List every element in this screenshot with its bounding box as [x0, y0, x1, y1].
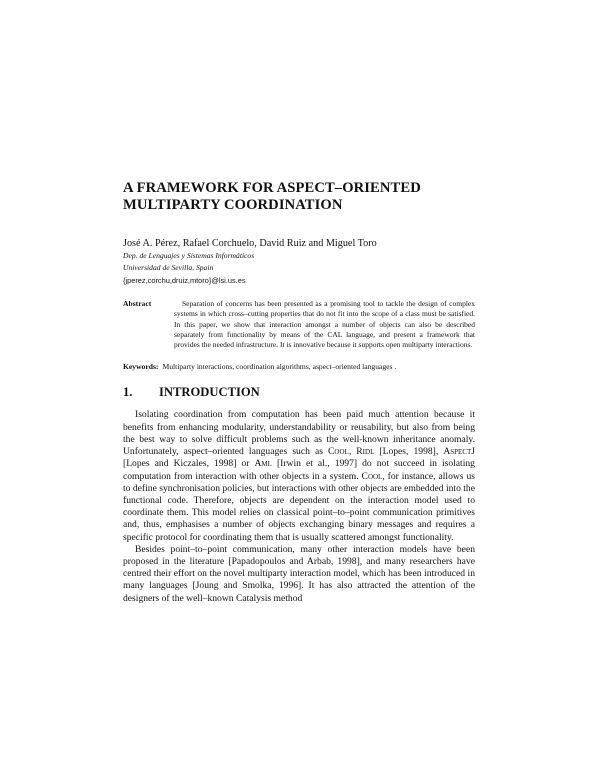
affiliation-department: Dep. de Lenguajes y Sistemas Informáticos: [123, 251, 255, 260]
abstract-block: [123, 299, 475, 350]
cool-language-name-2: Cool: [361, 470, 383, 482]
aspectj-language-name: AspectJ: [443, 446, 476, 458]
paragraph-2: Besides point–to–point communication, many other interaction models have been proposed in the literature [Papadopoulos and Arbab, 1998], and many researchers have centred their effort on the novel multiparty interaction model, which has been introduced in many languages [Joung and Smolka, 1996]. It has also attracted the attention of the designers of the well–known Catalysis method: [123, 543, 475, 604]
keywords-text: Multiparty interactions, coordination algorithms, aspect–oriented languages .: [162, 362, 397, 372]
ridl-language-name: Ridl: [356, 446, 375, 458]
p1-text-c: [Lopes, 1998],: [374, 446, 444, 458]
section-title: INTRODUCTION: [159, 385, 260, 400]
keywords-line: [123, 362, 475, 372]
cool-language-name: Cool: [328, 446, 349, 458]
section-number: 1.: [123, 385, 133, 400]
title-line-2: MULTIPARTY COORDINATION: [123, 197, 343, 213]
section-heading: [123, 385, 475, 400]
paragraph-1: [123, 409, 475, 543]
abstract-label: Abstract: [123, 299, 152, 308]
author-list: José A. Pérez, Rafael Corchuelo, David Ruiz and Miguel Toro: [123, 238, 377, 249]
p1-text-e: [Irwin et al., 1997] do not succeed in isolating computation from interaction with other objects in a system.: [123, 458, 475, 482]
p1-text-f: , for instance, allows us to define synchronisation policies, but interactions with other objects are embedded into the functional code. Therefore, objects are dependent on the interaction model used to coordinate them. This model relies on classical point–to–point communication primitives and, thus, emphasises a number of objects exchanging binary messages and requires a specific protocol for coordinating them that is usually scattered amongst functionality.: [123, 470, 475, 543]
introduction-body: [123, 409, 475, 604]
paper-title: [123, 180, 475, 214]
p1-text-a: Isolating coordination from computation has been paid much attention because it benefits from enhancing modularity, understandability or reusability, but also from being the best way to solve difficult problems such as the well-known inheritance anomaly. Unfortunately, aspect–oriented languages such as: [123, 409, 475, 458]
keywords-label: Keywords:: [123, 362, 159, 372]
title-line-1: A FRAMEWORK FOR ASPECT–ORIENTED: [123, 180, 421, 196]
author-emails: {jperez,corchu,druiz,mtoro}@lsi.us.es: [123, 276, 246, 285]
paper-page: [123, 180, 475, 605]
abstract-text: Separation of concerns has been presented as a promising tool to tackle the design of complex systems in which cross–cutting properties that do not fit into the scope of a class must be satisfied. In this paper, we show that interaction amongst a number of objects can also be described separately from functionality by means of the CAL language, and present a framework that provides the needed infrastructure. It is innovative because it supports open multiparty interactions.: [174, 299, 475, 350]
p1-text-b: ,: [348, 446, 357, 458]
affiliation-university: Universidad de Sevilla, Spain: [123, 263, 214, 272]
aml-language-name: Aml: [254, 458, 272, 470]
p1-text-d: [Lopes and Kiczales, 1998] or: [123, 458, 255, 470]
